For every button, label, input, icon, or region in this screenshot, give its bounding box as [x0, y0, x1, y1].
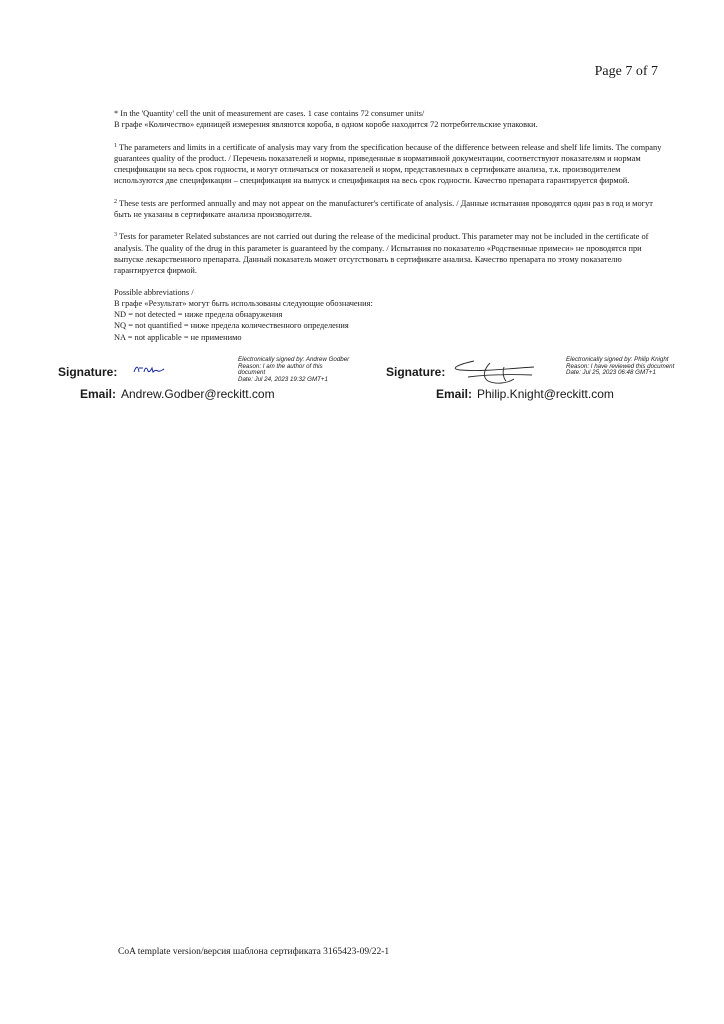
right-email-value: Philip.Knight@reckitt.com: [477, 387, 614, 401]
right-handwritten-signature: [444, 355, 552, 387]
footnote-2: $^2$ These tests are performed annually and may not appear on the manufacturer's certificate of analysis. / Данные испытания проводятся один раз в год и могут быть не указаны в сертификате анализа производителя.: [114, 198, 653, 220]
footnotes-section: [114, 108, 662, 343]
left-email-value: Andrew.Godber@reckitt.com: [121, 387, 275, 401]
quantity-note-ru: В графе «Количество» единицей измерения являются короба, в одном коробе находится 72 потребительские упаковки.: [114, 120, 538, 130]
footnote-3: $^3$ Tests for parameter Related substances are not carried out during the release of the medicinal product. This parameter may not be included in the certificate of analysis. The quality of the drug in this parameter is guaranteed by the company. / Испытания по показателю «Родственные примеси» не проводятся при выпуске лекарственного препарата. Данный показатель может отсутствовать в сертификате анализа. Качество препарата по этому показателю гарантируется фирмой.: [114, 232, 649, 276]
left-electronic-signature-stamp: Electronically signed by: Andrew Godber Reason: I am the author of this document Date: Jul 24, 2023 19:32 GMT+1: [238, 356, 350, 383]
signature-row: [0, 357, 724, 407]
right-electronic-signature-stamp: Electronically signed by: Philip Knight Reason: I have reviewed this document Date: Jul 25, 2023 06:48 GMT+1: [566, 356, 675, 377]
quantity-note-en: * In the 'Quantity' cell the unit of measurement are cases. 1 case contains 72 consumer units/: [114, 109, 425, 118]
template-version-footer: CoA template version/версия шаблона сертификата 3165423-09/22-1: [118, 947, 390, 957]
footnote-1: $^1$ The parameters and limits in a certificate of analysis may vary from the specification because of the difference between release and shelf life limits. The company guarantees quality of the product. / Перечень показателей и нормы, приведенные в нормативной документации, соответствуют показателям и нормам спецификации на весь срок годности, и могут отличаться от показателей и норм, представленных в сертификате анализа, т.к. производителем используются две спецификации – спецификация на выпуск и спецификация на весь срок годности. Качество препарата гарантируется фирмой.: [114, 142, 662, 186]
right-signature-label: Signature:: [386, 365, 446, 379]
abbreviations-intro: В графе «Результат» могут быть использованы следующие обозначения:: [114, 298, 373, 308]
abbreviation-nd: ND = not detected = ниже предела обнаружения: [114, 310, 283, 320]
abbreviation-nq: NQ = not quantified = ниже предела количественного определения: [114, 321, 349, 331]
abbreviation-na: NA = not applicable = не применимо: [114, 332, 242, 342]
abbreviations-title: Possible abbreviations /: [114, 287, 194, 297]
left-handwritten-signature: [132, 362, 166, 378]
right-email-label: Email:: [436, 387, 473, 401]
left-email-label: Email:: [80, 387, 117, 401]
left-signature-label: Signature:: [58, 365, 118, 379]
abbreviations-block: [114, 287, 662, 343]
page-number: Page 7 of 7: [594, 64, 658, 79]
